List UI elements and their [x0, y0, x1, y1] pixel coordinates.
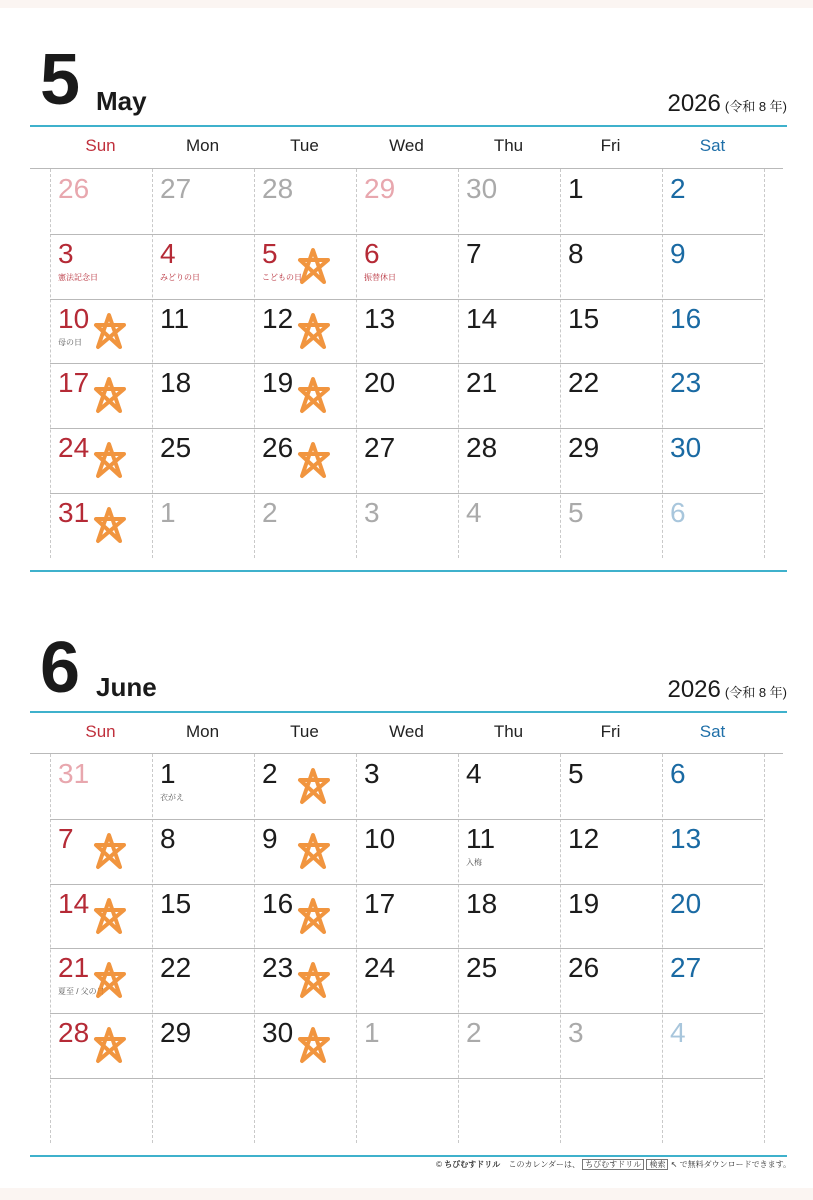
day-number: 6: [670, 497, 686, 528]
day-cell[interactable]: [50, 819, 151, 883]
day-number: 30: [670, 432, 702, 463]
era-label: (令和 8 年): [724, 685, 787, 700]
star-doodle-icon: [88, 1025, 130, 1067]
day-number: 3: [58, 238, 74, 269]
day-number: 28: [262, 173, 294, 204]
day-cell[interactable]: [458, 819, 559, 883]
weekday-header-sun: Sun: [85, 136, 116, 155]
day-number: 1: [364, 1017, 380, 1048]
year-number: 2026: [667, 676, 721, 703]
day-cell[interactable]: [356, 754, 457, 818]
day-cell[interactable]: [50, 169, 151, 233]
day-cell[interactable]: [560, 819, 661, 883]
day-cell[interactable]: [254, 428, 355, 492]
day-number: 11: [160, 303, 190, 334]
day-number: 16: [670, 303, 702, 334]
day-cell[interactable]: [458, 299, 559, 363]
star-doodle-icon: [292, 766, 334, 808]
day-cell[interactable]: [458, 363, 559, 427]
bottom-rule: [30, 570, 787, 572]
holiday-label: 憲法記念日: [58, 273, 98, 282]
day-cell[interactable]: [662, 948, 763, 1012]
day-number: 27: [670, 952, 702, 983]
weekday-header-thu: Thu: [493, 136, 524, 155]
day-number: 30: [262, 1017, 294, 1048]
day-cell[interactable]: [560, 754, 661, 818]
search-button-illustration: 検索: [646, 1159, 668, 1170]
day-number: 3: [568, 1017, 584, 1048]
day-number: 27: [160, 173, 192, 204]
day-cell[interactable]: [458, 493, 559, 557]
search-box-illustration: ちびむすドリル: [582, 1159, 644, 1170]
weekday-header-tue: Tue: [290, 722, 319, 741]
day-cell[interactable]: [662, 493, 763, 557]
day-cell[interactable]: [356, 428, 457, 492]
day-number: 2: [466, 1017, 482, 1048]
day-cell[interactable]: [152, 1013, 253, 1077]
day-cell[interactable]: [50, 884, 151, 948]
day-number: 8: [160, 823, 176, 854]
holiday-label: 母の日: [58, 338, 82, 347]
day-number: 15: [160, 888, 192, 919]
day-cell[interactable]: [152, 169, 253, 233]
day-cell[interactable]: [560, 169, 661, 233]
copyright-mark: ©: [436, 1160, 443, 1169]
day-number: 11: [466, 823, 496, 854]
day-cell[interactable]: [458, 884, 559, 948]
holiday-label: 夏至 / 父の日: [58, 987, 105, 996]
day-cell[interactable]: [254, 884, 355, 948]
day-number: 2: [262, 758, 278, 789]
day-number: 26: [568, 952, 600, 983]
day-cell[interactable]: [254, 754, 355, 818]
star-doodle-icon: [88, 831, 130, 873]
star-doodle-icon: [292, 960, 334, 1002]
day-number: 4: [466, 497, 482, 528]
day-cell[interactable]: [254, 948, 355, 1012]
pointer-icon: ↖: [670, 1160, 678, 1169]
day-cell[interactable]: [560, 234, 661, 298]
day-cell[interactable]: [152, 884, 253, 948]
day-cell[interactable]: [458, 428, 559, 492]
day-number: 9: [262, 823, 278, 854]
day-cell[interactable]: [560, 1013, 661, 1077]
column-divider: [764, 754, 765, 1143]
day-number: 24: [58, 432, 90, 463]
day-number: 31: [58, 497, 90, 528]
day-number: 2: [670, 173, 686, 204]
day-cell[interactable]: [152, 948, 253, 1012]
day-number: 14: [58, 888, 90, 919]
day-cell[interactable]: [560, 948, 661, 1012]
day-number: 28: [466, 432, 498, 463]
day-cell[interactable]: [662, 819, 763, 883]
holiday-label: みどりの日: [160, 273, 200, 282]
star-doodle-icon: [292, 896, 334, 938]
day-number: 6: [670, 758, 686, 789]
day-cell[interactable]: [458, 169, 559, 233]
day-number: 21: [466, 367, 498, 398]
day-number: 20: [364, 367, 396, 398]
era-label: (令和 8 年): [724, 99, 787, 114]
day-number: 6: [364, 238, 380, 269]
weekday-header-thu: Thu: [493, 722, 524, 741]
weekday-header-sat: Sat: [699, 722, 726, 741]
day-number: 29: [364, 173, 396, 204]
day-number: 13: [364, 303, 396, 334]
calendar-grid: [50, 754, 763, 1143]
bottom-rule: [30, 1155, 787, 1157]
star-doodle-icon: [88, 896, 130, 938]
day-number: 27: [364, 432, 396, 463]
year-label: [667, 90, 787, 118]
day-number: 18: [160, 367, 192, 398]
day-cell[interactable]: [356, 493, 457, 557]
day-number: 3: [364, 758, 380, 789]
star-doodle-icon: [292, 440, 334, 482]
star-doodle-icon: [88, 440, 130, 482]
day-cell[interactable]: [458, 234, 559, 298]
top-margin-strip: [0, 0, 813, 8]
weekday-header-tue: Tue: [290, 136, 319, 155]
day-number: 30: [466, 173, 498, 204]
day-number: 29: [160, 1017, 192, 1048]
day-number: 26: [58, 173, 90, 204]
day-number: 10: [364, 823, 396, 854]
day-number: 29: [568, 432, 600, 463]
day-cell[interactable]: [254, 299, 355, 363]
day-number: 12: [568, 823, 600, 854]
star-doodle-icon: [292, 831, 334, 873]
day-number: 4: [160, 238, 176, 269]
row-divider: [50, 1078, 763, 1079]
day-number: 25: [466, 952, 498, 983]
header-rule: [30, 711, 787, 713]
weekday-header-sun: Sun: [85, 722, 116, 741]
day-cell[interactable]: [560, 428, 661, 492]
day-cell[interactable]: [458, 754, 559, 818]
day-cell[interactable]: [50, 299, 151, 363]
day-cell[interactable]: [356, 234, 457, 298]
star-doodle-icon: [292, 1025, 334, 1067]
day-cell[interactable]: [356, 1013, 457, 1077]
day-cell[interactable]: [50, 754, 151, 818]
holiday-label: 入梅: [466, 858, 482, 867]
day-number: 19: [262, 367, 294, 398]
day-cell[interactable]: [560, 884, 661, 948]
day-number: 9: [670, 238, 686, 269]
month-name: June: [96, 672, 157, 702]
day-cell[interactable]: [662, 754, 763, 818]
day-number: 23: [262, 952, 294, 983]
holiday-label: こどもの日: [262, 273, 302, 282]
day-cell[interactable]: [560, 299, 661, 363]
weekday-header-fri: Fri: [600, 722, 621, 741]
weekday-header-wed: Wed: [389, 136, 424, 155]
day-number: 1: [568, 173, 584, 204]
day-number: 2: [262, 497, 278, 528]
month-name: May: [96, 86, 147, 116]
day-number: 4: [670, 1017, 686, 1048]
day-cell[interactable]: [458, 1013, 559, 1077]
day-cell[interactable]: [560, 493, 661, 557]
day-number: 24: [364, 952, 396, 983]
bottom-margin-strip: [0, 1188, 813, 1200]
day-cell[interactable]: [356, 819, 457, 883]
day-number: 31: [58, 758, 90, 789]
day-cell[interactable]: [254, 493, 355, 557]
day-number: 1: [160, 497, 176, 528]
day-number: 18: [466, 888, 498, 919]
month-number: 5: [40, 40, 79, 120]
day-cell[interactable]: [50, 948, 151, 1012]
day-number: 20: [670, 888, 702, 919]
day-number: 1: [160, 758, 176, 789]
day-cell[interactable]: [254, 363, 355, 427]
holiday-label: 衣がえ: [160, 793, 184, 802]
day-number: 26: [262, 432, 294, 463]
calendar-grid: [50, 169, 763, 558]
star-doodle-icon: [88, 311, 130, 353]
year-label: [667, 676, 787, 704]
day-cell[interactable]: [254, 819, 355, 883]
day-number: 25: [160, 432, 192, 463]
day-cell[interactable]: [356, 948, 457, 1012]
day-cell[interactable]: [50, 234, 151, 298]
weekday-header-wed: Wed: [389, 722, 424, 741]
star-doodle-icon: [88, 375, 130, 417]
month-number: 6: [40, 628, 79, 708]
star-doodle-icon: [292, 311, 334, 353]
weekday-header-fri: Fri: [600, 136, 621, 155]
day-number: 7: [58, 823, 74, 854]
day-cell[interactable]: [152, 234, 253, 298]
weekday-header-sat: Sat: [699, 136, 726, 155]
weekday-header-mon: Mon: [185, 722, 220, 741]
day-number: 15: [568, 303, 600, 334]
day-cell[interactable]: [662, 363, 763, 427]
holiday-label: 振替休日: [364, 273, 396, 282]
day-number: 14: [466, 303, 498, 334]
day-cell[interactable]: [50, 428, 151, 492]
day-number: 8: [568, 238, 584, 269]
star-doodle-icon: [88, 505, 130, 547]
header-rule: [30, 125, 787, 127]
day-cell[interactable]: [356, 169, 457, 233]
day-cell[interactable]: [662, 1013, 763, 1077]
day-number: 16: [262, 888, 294, 919]
day-cell[interactable]: [254, 1013, 355, 1077]
day-number: 17: [364, 888, 396, 919]
day-number: 22: [568, 367, 600, 398]
column-divider: [764, 169, 765, 558]
day-number: 5: [262, 238, 278, 269]
weekday-header-mon: Mon: [185, 136, 220, 155]
day-cell[interactable]: [254, 169, 355, 233]
day-cell[interactable]: [152, 819, 253, 883]
day-number: 4: [466, 758, 482, 789]
star-doodle-icon: [292, 375, 334, 417]
day-cell[interactable]: [254, 234, 355, 298]
day-cell[interactable]: [50, 1013, 151, 1077]
day-number: 23: [670, 367, 702, 398]
day-cell[interactable]: [356, 363, 457, 427]
day-cell[interactable]: [356, 884, 457, 948]
day-number: 17: [58, 367, 90, 398]
day-cell[interactable]: [662, 234, 763, 298]
day-cell[interactable]: [152, 428, 253, 492]
day-number: 22: [160, 952, 192, 983]
day-cell[interactable]: [662, 884, 763, 948]
day-cell[interactable]: [356, 299, 457, 363]
day-cell[interactable]: [662, 299, 763, 363]
day-cell[interactable]: [152, 363, 253, 427]
day-cell[interactable]: [50, 493, 151, 557]
day-number: 21: [58, 952, 90, 983]
footer-text-2: で無料ダウンロードできます。: [679, 1160, 791, 1169]
day-cell[interactable]: [560, 363, 661, 427]
day-cell[interactable]: [458, 948, 559, 1012]
day-number: 5: [568, 497, 584, 528]
day-cell[interactable]: [152, 299, 253, 363]
day-number: 3: [364, 497, 380, 528]
day-number: 10: [58, 303, 90, 334]
day-cell[interactable]: [662, 428, 763, 492]
day-cell[interactable]: [662, 169, 763, 233]
day-number: 7: [466, 238, 482, 269]
footer-credit: [436, 1159, 791, 1170]
day-number: 19: [568, 888, 600, 919]
day-cell[interactable]: [152, 754, 253, 818]
footer-text: このカレンダーは、: [508, 1160, 580, 1169]
year-number: 2026: [667, 90, 721, 117]
day-number: 28: [58, 1017, 90, 1048]
day-cell[interactable]: [50, 363, 151, 427]
day-number: 13: [670, 823, 702, 854]
day-cell[interactable]: [152, 493, 253, 557]
day-number: 12: [262, 303, 294, 334]
day-number: 5: [568, 758, 584, 789]
brand-logo: ちびむすドリル: [444, 1160, 501, 1169]
